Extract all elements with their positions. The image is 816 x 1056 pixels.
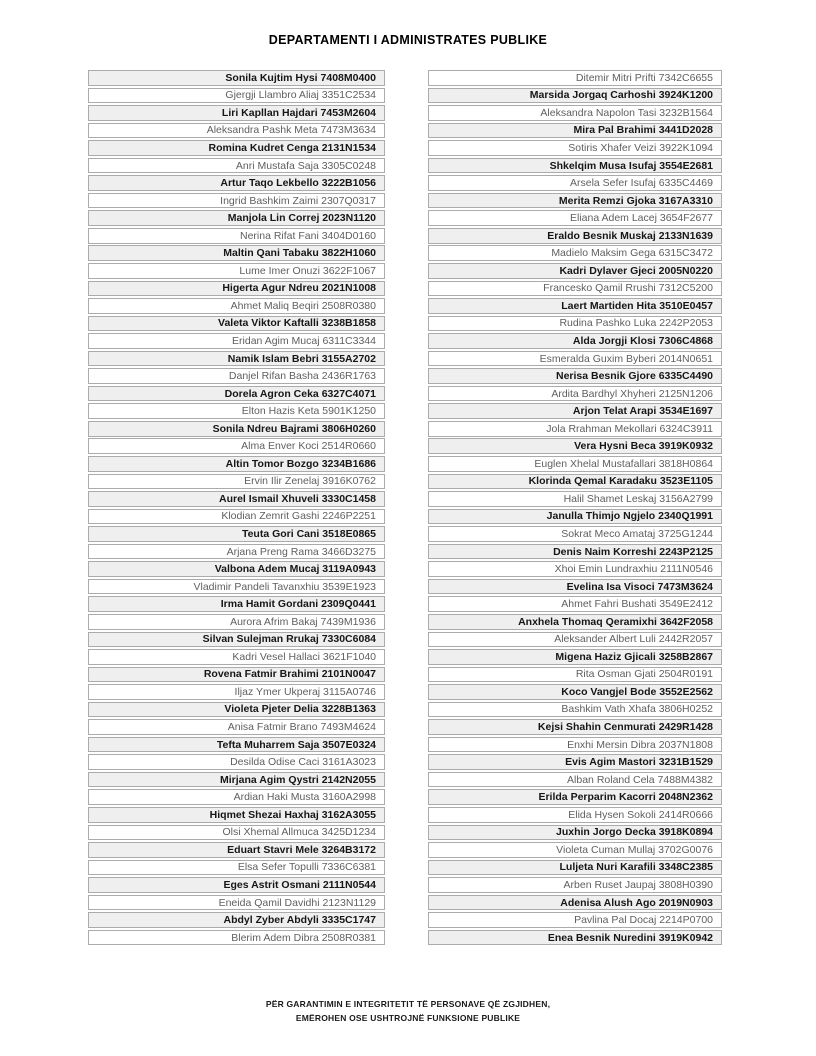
list-item: Danjel Rifan Basha 2436R1763 <box>88 368 385 384</box>
list-item: Alban Roland Cela 7488M4382 <box>428 772 722 788</box>
list-item: Halil Shamet Leskaj 3156A2799 <box>428 491 722 507</box>
list-item: Silvan Sulejman Rrukaj 7330C6084 <box>88 632 385 648</box>
list-item: Jola Rrahman Mekollari 6324C3911 <box>428 421 722 437</box>
list-item: Valbona Adem Mucaj 3119A0943 <box>88 561 385 577</box>
list-item: Hiqmet Shezai Haxhaj 3162A3055 <box>88 807 385 823</box>
name-list-left-column <box>88 70 385 947</box>
list-item: Aleksander Albert Luli 2442R2057 <box>428 632 722 648</box>
list-item: Ardita Bardhyl Xhyheri 2125N1206 <box>428 386 722 402</box>
name-list <box>88 70 722 947</box>
list-item: Koco Vangjel Bode 3552E2562 <box>428 684 722 700</box>
list-item: Irma Hamit Gordani 2309Q0441 <box>88 596 385 612</box>
list-item: Altin Tomor Bozgo 3234B1686 <box>88 456 385 472</box>
list-item: Mirjana Agim Qystri 2142N2055 <box>88 772 385 788</box>
list-item: Gjergji Llambro Aliaj 3351C2534 <box>88 88 385 104</box>
list-item: Rudina Pashko Luka 2242P2053 <box>428 316 722 332</box>
list-item: Elida Hysen Sokoli 2414R0666 <box>428 807 722 823</box>
list-item: Iljaz Ymer Ukperaj 3115A0746 <box>88 684 385 700</box>
list-item: Adenisa Alush Ago 2019N0903 <box>428 895 722 911</box>
list-item: Ahmet Fahri Bushati 3549E2412 <box>428 596 722 612</box>
list-item: Aurora Afrim Bakaj 7439M1936 <box>88 614 385 630</box>
list-item: Evis Agim Mastori 3231B1529 <box>428 754 722 770</box>
list-item: Enea Besnik Nuredini 3919K0942 <box>428 930 722 946</box>
list-item: Eneida Qamil Davidhi 2123N1129 <box>88 895 385 911</box>
list-item: Eliana Adem Lacej 3654F2677 <box>428 210 722 226</box>
list-item: Violeta Cuman Mullaj 3702G0076 <box>428 842 722 858</box>
list-item: Erilda Perparim Kacorri 2048N2362 <box>428 789 722 805</box>
list-item: Anri Mustafa Saja 3305C0248 <box>88 158 385 174</box>
list-item: Euglen Xhelal Mustafallari 3818H0864 <box>428 456 722 472</box>
list-item: Rovena Fatmir Brahimi 2101N0047 <box>88 667 385 683</box>
list-item: Kejsi Shahin Cenmurati 2429R1428 <box>428 719 722 735</box>
list-item: Eduart Stavri Mele 3264B3172 <box>88 842 385 858</box>
list-item: Anisa Fatmir Brano 7493M4624 <box>88 719 385 735</box>
list-item: Vera Hysni Beca 3919K0932 <box>428 438 722 454</box>
list-item: Eridan Agim Mucaj 6311C3344 <box>88 333 385 349</box>
list-item: Aurel Ismail Xhuveli 3330C1458 <box>88 491 385 507</box>
list-item: Nerina Rifat Fani 3404D0160 <box>88 228 385 244</box>
list-item: Aleksandra Pashk Meta 7473M3634 <box>88 123 385 139</box>
list-item: Valeta Viktor Kaftalli 3238B1858 <box>88 316 385 332</box>
list-item: Evelina Isa Visoci 7473M3624 <box>428 579 722 595</box>
list-item: Ardian Haki Musta 3160A2998 <box>88 789 385 805</box>
list-item: Shkelqim Musa Isufaj 3554E2681 <box>428 158 722 174</box>
list-item: Eges Astrit Osmani 2111N0544 <box>88 877 385 893</box>
list-item: Abdyl Zyber Abdyli 3335C1747 <box>88 912 385 928</box>
list-item: Alma Enver Koci 2514R0660 <box>88 438 385 454</box>
list-item: Violeta Pjeter Delia 3228B1363 <box>88 702 385 718</box>
list-item: Maltin Qani Tabaku 3822H1060 <box>88 245 385 261</box>
list-item: Olsi Xhemal Allmuca 3425D1234 <box>88 825 385 841</box>
list-item: Xhoi Emin Lundraxhiu 2111N0546 <box>428 561 722 577</box>
list-item: Nerisa Besnik Gjore 6335C4490 <box>428 368 722 384</box>
list-item: Arjon Telat Arapi 3534E1697 <box>428 403 722 419</box>
list-item: Arsela Sefer Isufaj 6335C4469 <box>428 175 722 191</box>
list-item: Sonila Kujtim Hysi 7408M0400 <box>88 70 385 86</box>
list-item: Sotiris Xhafer Veizi 3922K1094 <box>428 140 722 156</box>
list-item: Denis Naim Korreshi 2243P2125 <box>428 544 722 560</box>
list-item: Eraldo Besnik Muskaj 2133N1639 <box>428 228 722 244</box>
list-item: Ingrid Bashkim Zaimi 2307Q0317 <box>88 193 385 209</box>
footer-note <box>0 998 816 1025</box>
list-item: Anxhela Thomaq Qeramixhi 3642F2058 <box>428 614 722 630</box>
list-item: Higerta Agur Ndreu 2021N1008 <box>88 281 385 297</box>
list-item: Janulla Thimjo Ngjelo 2340Q1991 <box>428 509 722 525</box>
list-item: Blerim Adem Dibra 2508R0381 <box>88 930 385 946</box>
list-item: Madielo Maksim Gega 6315C3472 <box>428 245 722 261</box>
list-item: Ahmet Maliq Beqiri 2508R0380 <box>88 298 385 314</box>
list-item: Ditemir Mitri Prifti 7342C6655 <box>428 70 722 86</box>
list-item: Rita Osman Gjati 2504R0191 <box>428 667 722 683</box>
list-item: Aleksandra Napolon Tasi 3232B1564 <box>428 105 722 121</box>
list-item: Teuta Gori Cani 3518E0865 <box>88 526 385 542</box>
footer-line-1: PËR GARANTIMIN E INTEGRITETIT TË PERSONAVE QË ZGJIDHEN, <box>265 999 551 1009</box>
list-item: Alda Jorgji Klosi 7306C4868 <box>428 333 722 349</box>
list-item: Esmeralda Guxim Byberi 2014N0651 <box>428 351 722 367</box>
list-item: Pavlina Pal Docaj 2214P0700 <box>428 912 722 928</box>
list-item: Mira Pal Brahimi 3441D2028 <box>428 123 722 139</box>
footer-line-2: EMËROHEN OSE USHTROJNË FUNKSIONE PUBLIKE <box>295 1012 521 1023</box>
list-item: Arben Ruset Jaupaj 3808H0390 <box>428 877 722 893</box>
list-item: Migena Haziz Gjicali 3258B2867 <box>428 649 722 665</box>
list-item: Enxhi Mersin Dibra 2037N1808 <box>428 737 722 753</box>
list-item: Sonila Ndreu Bajrami 3806H0260 <box>88 421 385 437</box>
list-item: Artur Taqo Lekbello 3222B1056 <box>88 175 385 191</box>
list-item: Klodian Zemrit Gashi 2246P2251 <box>88 509 385 525</box>
list-item: Tefta Muharrem Saja 3507E0324 <box>88 737 385 753</box>
list-item: Sokrat Meco Amataj 3725G1244 <box>428 526 722 542</box>
list-item: Lume Imer Onuzi 3622F1067 <box>88 263 385 279</box>
list-item: Desilda Odise Caci 3161A3023 <box>88 754 385 770</box>
list-item: Juxhin Jorgo Decka 3918K0894 <box>428 825 722 841</box>
list-item: Klorinda Qemal Karadaku 3523E1105 <box>428 474 722 490</box>
list-item: Kadri Dylaver Gjeci 2005N0220 <box>428 263 722 279</box>
list-item: Namik Islam Bebri 3155A2702 <box>88 351 385 367</box>
list-item: Luljeta Nuri Karafili 3348C2385 <box>428 860 722 876</box>
name-list-right-column <box>428 70 722 947</box>
list-item: Arjana Preng Rama 3466D3275 <box>88 544 385 560</box>
list-item: Romina Kudret Cenga 2131N1534 <box>88 140 385 156</box>
list-item: Bashkim Vath Xhafa 3806H0252 <box>428 702 722 718</box>
list-item: Elton Hazis Keta 5901K1250 <box>88 403 385 419</box>
list-item: Manjola Lin Correj 2023N1120 <box>88 210 385 226</box>
list-item: Ervin Ilir Zenelaj 3916K0762 <box>88 474 385 490</box>
list-item: Merita Remzi Gjoka 3167A3310 <box>428 193 722 209</box>
list-item: Marsida Jorgaq Carhoshi 3924K1200 <box>428 88 722 104</box>
list-item: Kadri Vesel Hallaci 3621F1040 <box>88 649 385 665</box>
list-item: Laert Martiden Hita 3510E0457 <box>428 298 722 314</box>
list-item: Liri Kapllan Hajdari 7453M2604 <box>88 105 385 121</box>
list-item: Vladimir Pandeli Tavanxhiu 3539E1923 <box>88 579 385 595</box>
list-item: Dorela Agron Ceka 6327C4071 <box>88 386 385 402</box>
list-item: Elsa Sefer Topulli 7336C6381 <box>88 860 385 876</box>
list-item: Francesko Qamil Rrushi 7312C5200 <box>428 281 722 297</box>
page-title: DEPARTAMENTI I ADMINISTRATES PUBLIKE <box>268 33 548 47</box>
